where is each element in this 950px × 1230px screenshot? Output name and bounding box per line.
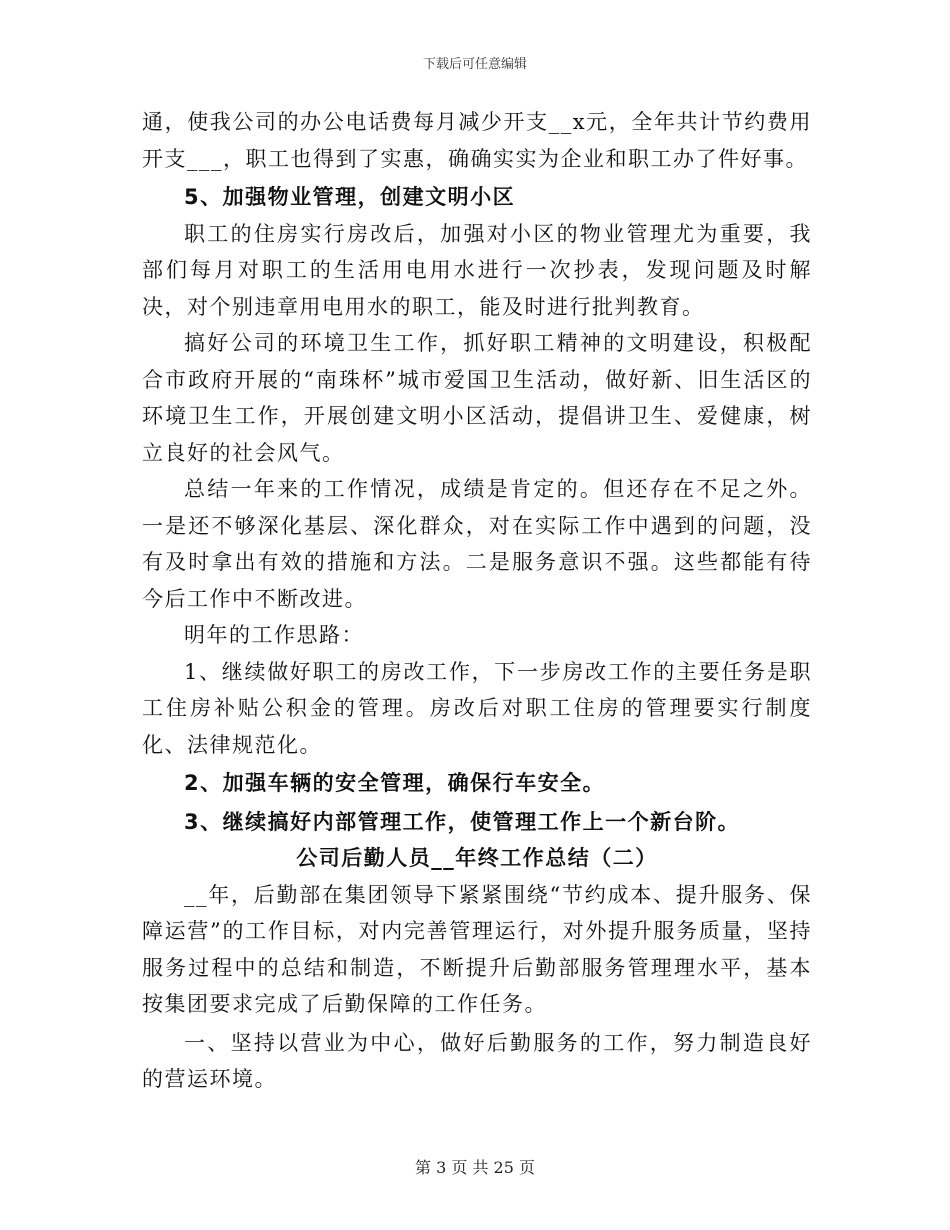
document-body	[142, 104, 812, 1098]
paragraph-point-one: 一、坚持以营业为中心，做好后勤服务的工作，努力制造良好的营运环境。	[142, 1030, 812, 1091]
section-title-part-two: 公司后勤人员__年终工作总结（二）	[296, 846, 658, 870]
page-number-footer: 第 3 页 共 25 页	[415, 1158, 535, 1177]
paragraph-item-3: 3、继续搞好内部管理工作，使管理工作上一个新台阶。	[184, 809, 741, 834]
paragraph-next-year-intro: 明年的工作思路：	[184, 623, 364, 647]
paragraph-environment: 搞好公司的环境卫生工作，抓好职工精神的文明建设，积极配合市政府开展的“南珠杯”城市爱国卫生活动，做好新、旧生活区的环境卫生工作，开展创建文明小区活动，提倡讲卫生、爱健康，树立良好的社会风气。	[142, 331, 812, 465]
section-heading-property: 5、加强物业管理，创建文明小区	[184, 185, 516, 209]
paragraph-logistics-intro: __年，后勤部在集团领导下紧紧围绕“节约成本、提升服务、保障运营”的工作目标，对内完善管理运行，对外提升服务质量，坚持服务过程中的总结和制造，不断提升后勤部服务管理理水平，基本按集团要求完成了后勤保障的工作任务。	[142, 882, 812, 1016]
page-header-note: 下载后可任意编辑	[422, 57, 527, 72]
paragraph-item-1: 1、继续做好职工的房改工作，下一步房改工作的主要任务是职工住房补贴公积金的管理。房改后对职工住房的管理要实行制度化、法律规范化。	[142, 659, 812, 757]
paragraph-housing-reform: 职工的住房实行房改后，加强对小区的物业管理尤为重要，我部们每月对职工的生活用电用水进行一次抄表，发现问题及时解决，对个别违章用电用水的职工，能及时进行批判教育。	[142, 221, 812, 319]
paragraph-summary: 总结一年来的工作情况，成绩是肯定的。但还存在不足之外。一是还不够深化基层、深化群众，对在实际工作中遇到的问题，没有及时拿出有效的措施和方法。二是服务意识不强。这些都能有待今后工作中不断改进。	[142, 477, 812, 611]
paragraph-phone-savings: 通，使我公司的办公电话费每月减少开支__x元，全年共计节约费用开支___，职工也得到了实惠，确确实实为企业和职工办了件好事。	[142, 110, 812, 171]
paragraph-item-2: 2、加强车辆的安全管理，确保行车安全。	[184, 771, 606, 795]
